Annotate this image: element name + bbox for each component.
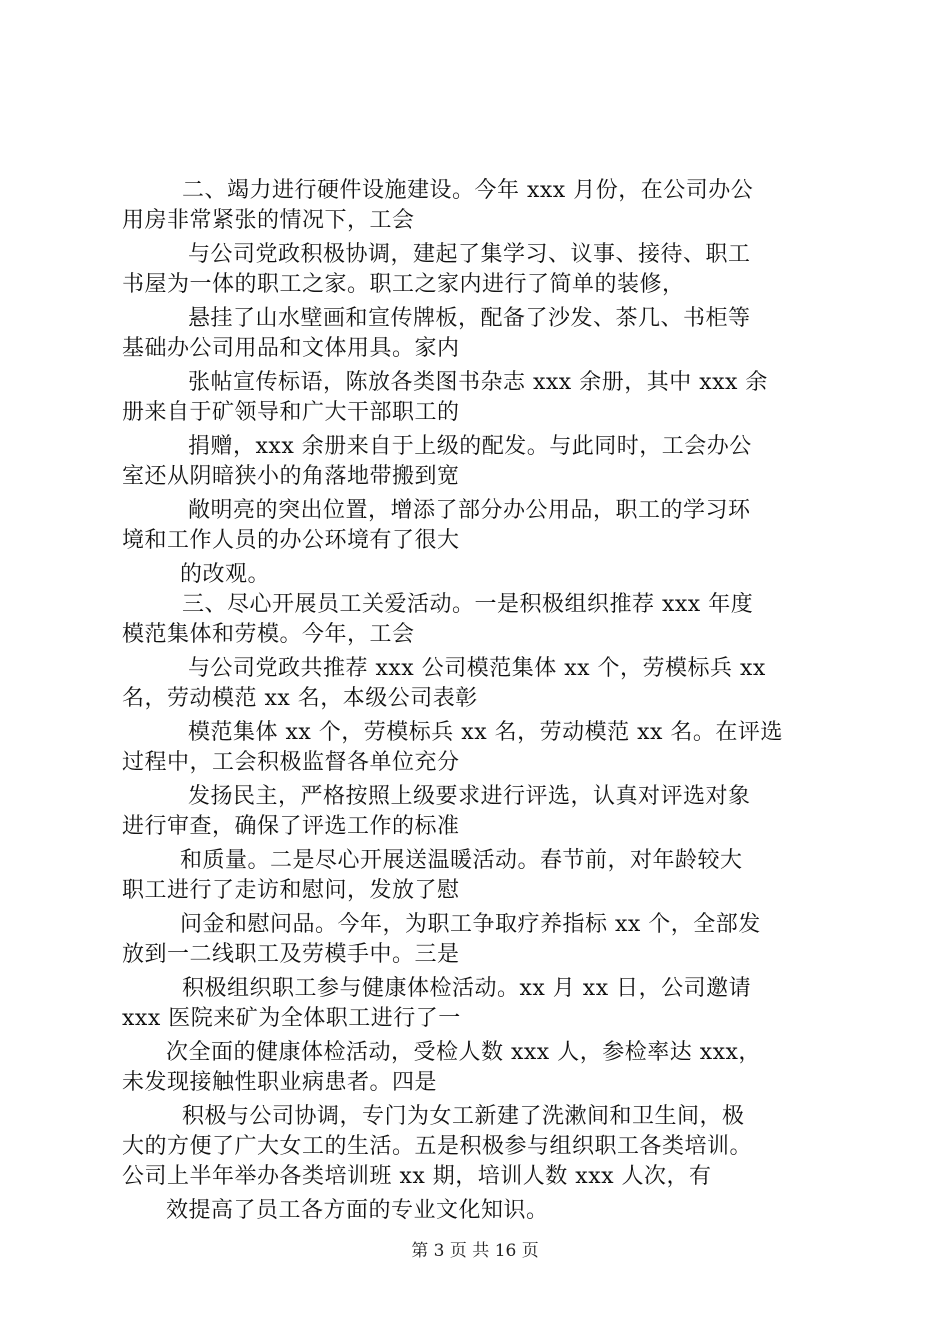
text-line: 次全面的健康体检活动，受检人数 xxx 人，参检率达 xxx，: [166, 1040, 761, 1065]
text-line: 未发现接触性职业病患者。四是: [122, 1070, 438, 1095]
text-line: 职工进行了走访和慰问，发放了慰: [122, 878, 460, 903]
text-line: xxx 医院来矿为全体职工进行了一: [122, 1006, 461, 1031]
text-line: 书屋为一体的职工之家。职工之家内进行了简单的装修，: [122, 272, 685, 297]
text-line: 大的方便了广大女工的生活。五是积极参与组织职工各类培训。: [122, 1134, 753, 1159]
text-line: 公司上半年举办各类培训班 xx 期，培训人数 xxx 人次，有: [122, 1164, 712, 1189]
text-line: 发扬民主，严格按照上级要求进行评选，认真对评选对象: [188, 784, 751, 809]
text-line: 室还从阴暗狭小的角落地带搬到宽: [122, 464, 460, 489]
text-line: 捐赠，xxx 余册来自于上级的配发。与此同时，工会办公: [188, 434, 752, 459]
text-line: 与公司党政共推荐 xxx 公司模范集体 xx 个，劳模标兵 xx: [188, 656, 766, 681]
page-number-footer: 第 3 页 共 16 页: [411, 1241, 539, 1261]
text-line: 敞明亮的突出位置，增添了部分办公用品，职工的学习环: [188, 498, 751, 523]
text-line: 过程中，工会积极监督各单位充分: [122, 750, 460, 775]
text-line: 名，劳动模范 xx 名，本级公司表彰: [122, 686, 478, 711]
text-line: 的改观。: [180, 562, 271, 587]
document-body: [122, 176, 842, 1226]
text-line: 用房非常紧张的情况下，工会: [122, 208, 415, 233]
text-line: 悬挂了山水壁画和宣传牌板，配备了沙发、茶几、书柜等: [188, 306, 751, 331]
text-line: 二、竭力进行硬件设施建设。今年 xxx 月份，在公司办公: [182, 178, 754, 203]
text-line: 基础办公司用品和文体用具。家内: [122, 336, 460, 361]
text-line: 和质量。二是尽心开展送温暖活动。春节前，对年龄较大: [180, 848, 743, 873]
text-line: 与公司党政积极协调，建起了集学习、议事、接待、职工: [188, 242, 751, 267]
text-line: 册来自于矿领导和广大干部职工的: [122, 400, 460, 425]
text-line: 积极组织职工参与健康体检活动。xx 月 xx 日，公司邀请: [182, 976, 752, 1001]
text-line: 模范集体 xx 个，劳模标兵 xx 名，劳动模范 xx 名。在评选: [188, 720, 783, 745]
text-line: 进行审查，确保了评选工作的标准: [122, 814, 460, 839]
text-line: 三、尽心开展员工关爱活动。一是积极组织推荐 xxx 年度: [182, 592, 754, 617]
text-line: 问金和慰问品。今年，为职工争取疗养指标 xx 个，全部发: [180, 912, 761, 937]
text-line: 积极与公司协调，专门为女工新建了洗漱间和卫生间，极: [182, 1104, 745, 1129]
text-line: 模范集体和劳模。今年，工会: [122, 622, 415, 647]
text-line: 境和工作人员的办公环境有了很大: [122, 528, 460, 553]
text-line: 张帖宣传标语，陈放各类图书杂志 xxx 余册，其中 xxx 余: [188, 370, 768, 395]
text-line: 效提高了员工各方面的专业文化知识。: [166, 1198, 549, 1223]
text-line: 放到一二线职工及劳模手中。三是: [122, 942, 460, 967]
